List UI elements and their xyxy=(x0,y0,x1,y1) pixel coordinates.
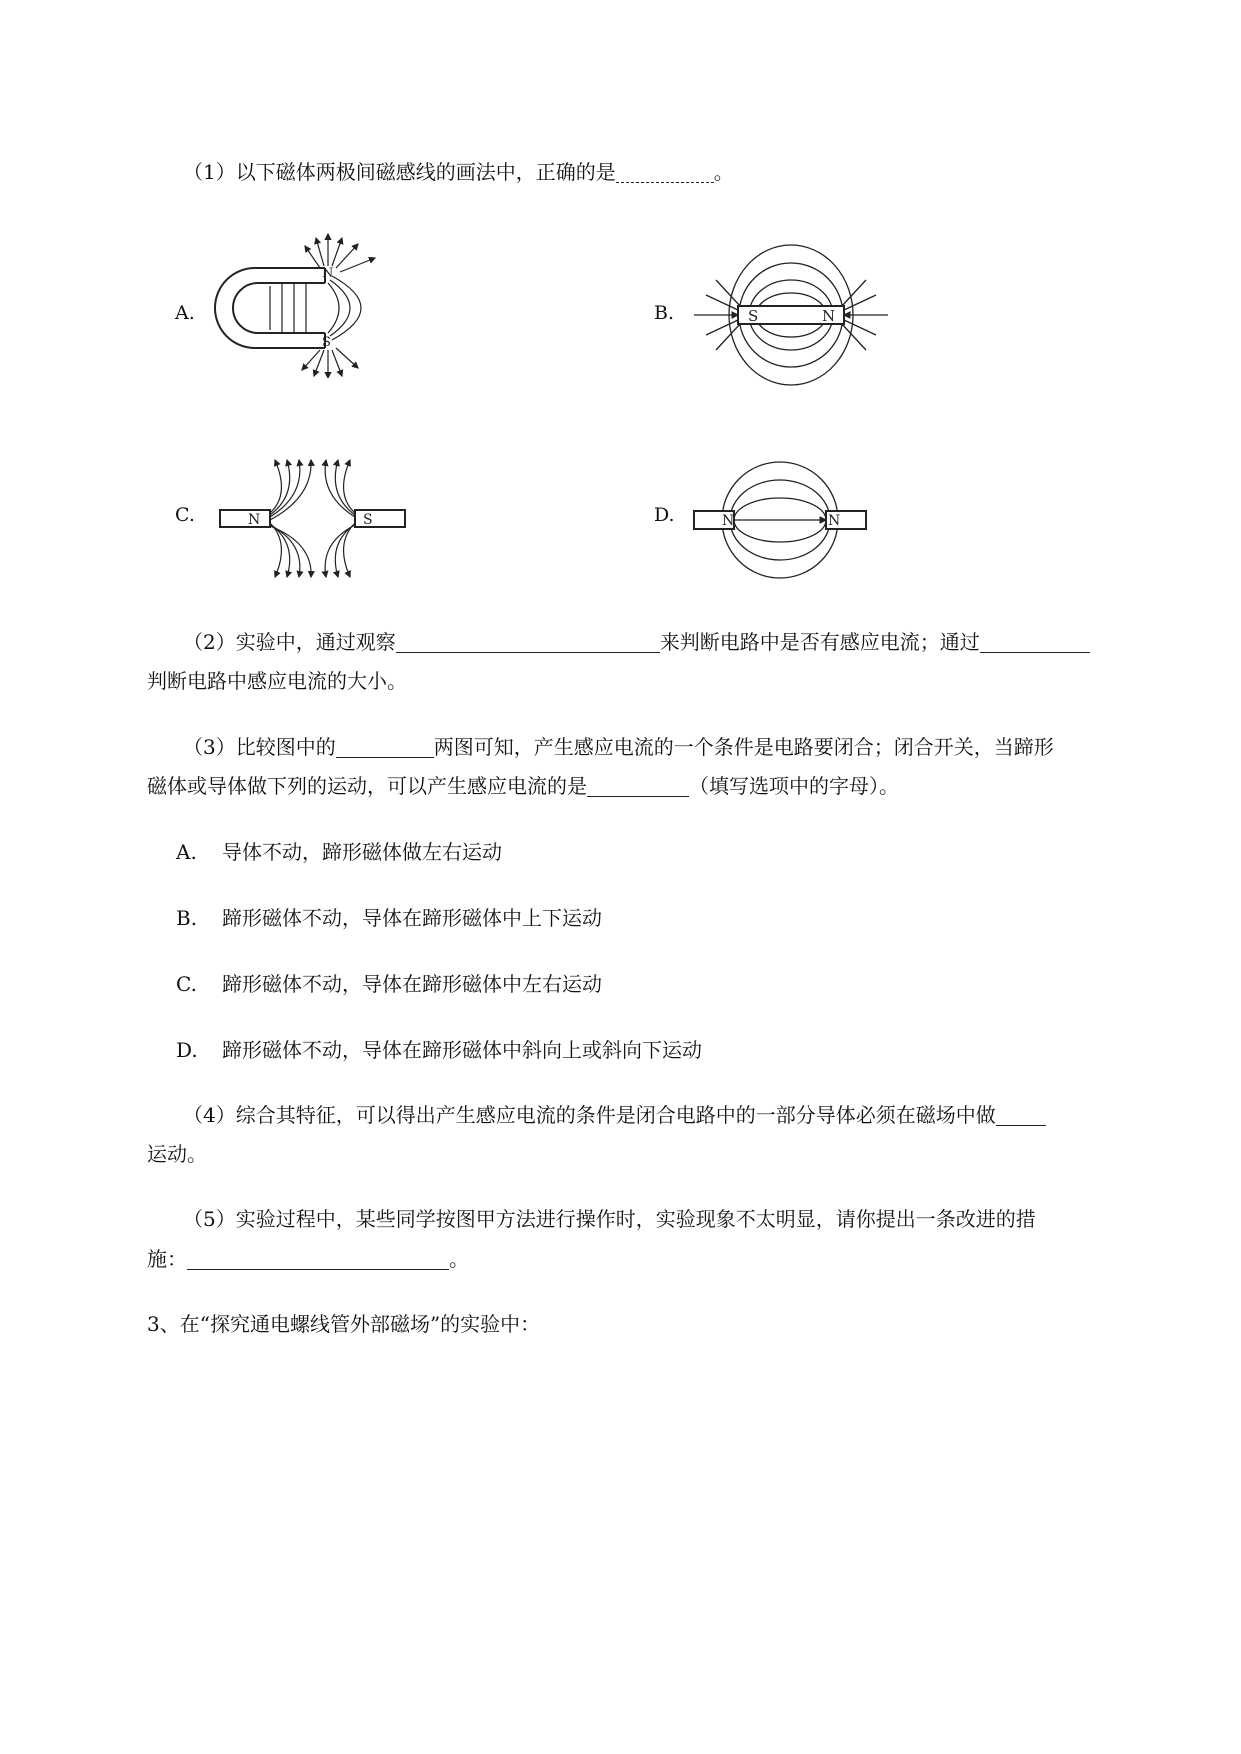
question-5-line-2 xyxy=(147,1245,469,1273)
question-1-text: （1）以下磁体两极间磁感线的画法中，正确的是 xyxy=(183,160,616,184)
option-a[interactable] xyxy=(176,838,502,866)
pole-n-left-label: N xyxy=(722,513,735,529)
pole-n-label: N xyxy=(322,266,334,281)
pole-s-label: S xyxy=(748,307,759,325)
option-c[interactable] xyxy=(176,970,602,998)
question-1-end: 。 xyxy=(713,160,734,184)
like-poles-field-figure xyxy=(690,455,870,585)
question-4-line-1 xyxy=(183,1101,1046,1129)
figure-d-label: D. xyxy=(654,504,675,526)
figure-c-label: C. xyxy=(175,504,195,526)
option-letter: A. xyxy=(176,840,197,864)
answer-blank[interactable] xyxy=(616,162,714,183)
question-4-text: （4）综合其特征，可以得出产生感应电流的条件是闭合电路中的一部分导体必须在磁场中做 xyxy=(183,1103,996,1127)
answer-blank[interactable] xyxy=(187,1249,449,1270)
pole-n-right-label: N xyxy=(828,513,841,529)
question-3-text-c: 磁体或导体做下列的运动，可以产生感应电流的是 xyxy=(147,774,587,798)
question-3-line-2 xyxy=(147,772,899,800)
pole-s-label: S xyxy=(363,512,373,528)
pole-n-label: N xyxy=(248,512,261,528)
answer-blank[interactable] xyxy=(980,632,1090,653)
figure-b-label: B. xyxy=(654,302,675,324)
horseshoe-magnet-field-figure xyxy=(210,228,395,378)
opposite-poles-field-figure xyxy=(215,455,415,580)
option-b[interactable] xyxy=(176,904,602,932)
answer-blank[interactable] xyxy=(396,632,660,653)
question-3-heading: 3、在“探究通电螺线管外部磁场”的实验中： xyxy=(147,1312,541,1336)
question-5-end: 。 xyxy=(449,1247,469,1271)
answer-blank[interactable] xyxy=(587,776,689,797)
question-3-text: （3）比较图中的 xyxy=(183,735,336,759)
question-5-text: 施： xyxy=(147,1247,187,1271)
question-2-line-1 xyxy=(183,628,1090,656)
question-2-text-b: 来判断电路中是否有感应电流；通过 xyxy=(659,630,980,654)
option-text: 蹄形磁体不动，导体在蹄形磁体中上下运动 xyxy=(222,906,602,930)
pole-n-label: N xyxy=(822,307,836,325)
option-letter: C. xyxy=(176,972,197,996)
question-5-line-1: （5）实验过程中，某些同学按图甲方法进行操作时，实验现象不太明显，请你提出一条改进的措 xyxy=(183,1207,1036,1231)
pole-s-label: S xyxy=(322,335,331,350)
question-3-text-b: 两图可知，产生感应电流的一个条件是电路要闭合；闭合开关，当蹄形 xyxy=(433,735,1054,759)
option-text: 蹄形磁体不动，导体在蹄形磁体中斜向上或斜向下运动 xyxy=(222,1038,702,1062)
question-2-line-2: 判断电路中感应电流的大小。 xyxy=(147,669,407,693)
option-letter: B. xyxy=(176,906,198,930)
question-4-line-2: 运动。 xyxy=(147,1142,207,1166)
question-3-line-1 xyxy=(183,733,1054,761)
option-text: 蹄形磁体不动，导体在蹄形磁体中左右运动 xyxy=(222,972,602,996)
option-d[interactable] xyxy=(176,1036,702,1064)
question-2-text: （2）实验中，通过观察 xyxy=(183,630,396,654)
option-letter: D. xyxy=(176,1038,198,1062)
option-text: 导体不动，蹄形磁体做左右运动 xyxy=(222,840,502,864)
figure-a-label: A. xyxy=(175,302,195,324)
answer-blank[interactable] xyxy=(336,737,434,758)
question-1 xyxy=(183,158,734,186)
answer-blank[interactable] xyxy=(996,1105,1046,1126)
question-3-text-d: （填写选项中的字母）。 xyxy=(689,774,899,798)
bar-magnet-field-figure xyxy=(686,235,896,395)
